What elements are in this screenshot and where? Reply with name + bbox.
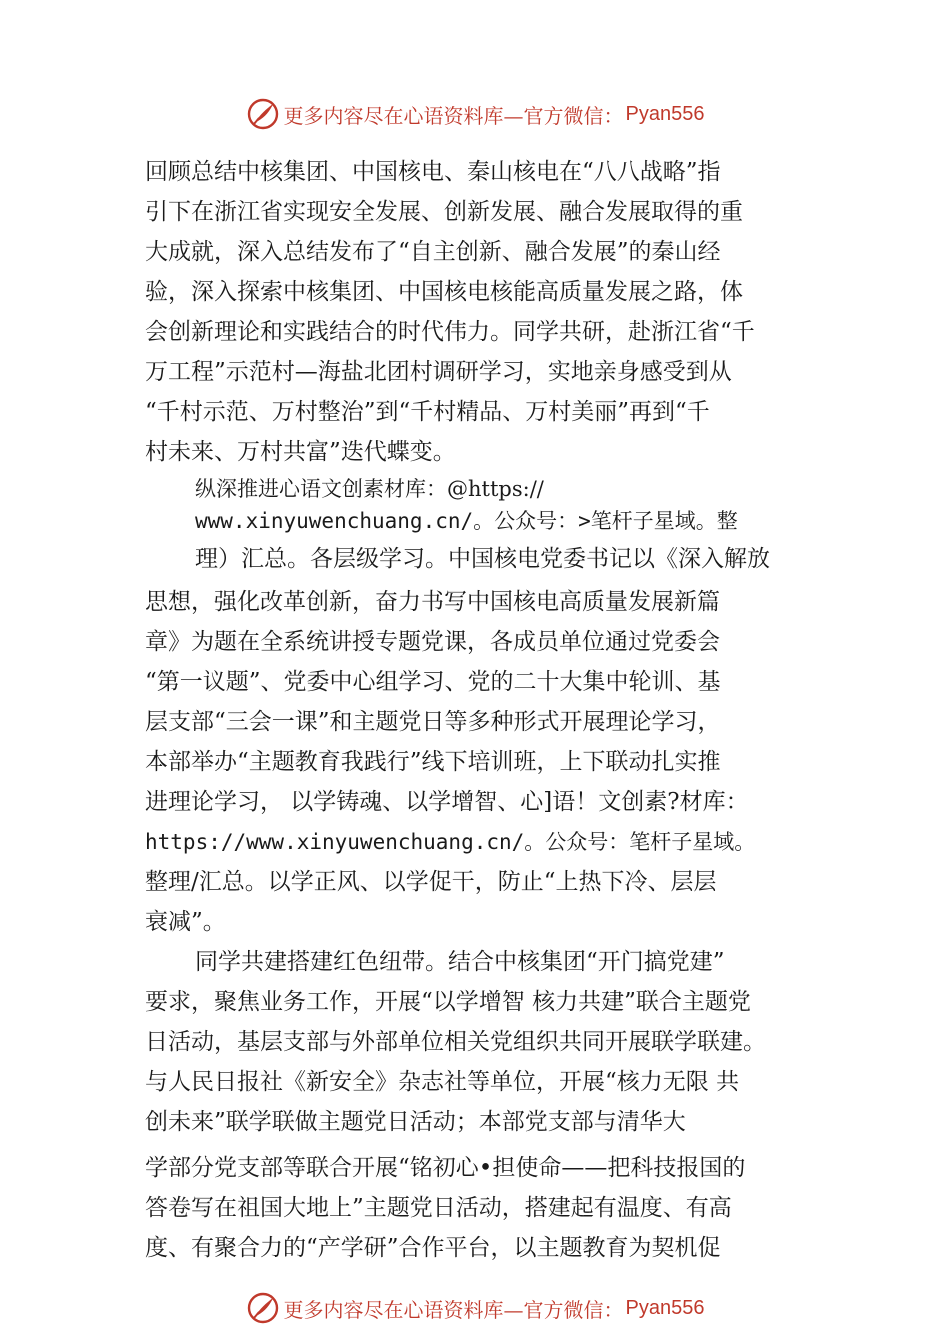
text-line: 与人民日报社《新安全》杂志社等单位，开展“核力无限 共 bbox=[145, 1069, 740, 1095]
text-line: 引下在浙江省实现安全发展、创新发展、融合发展取得的重 bbox=[145, 199, 743, 225]
text-line: 思想，强化改革创新，奋力书写中国核电高质量发展新篇 bbox=[145, 589, 720, 615]
text-line: 大成就，深入总结发布了“自主创新、融合发展”的秦山经 bbox=[145, 239, 721, 265]
text-line: 理）汇总。各层级学习。中国核电党委书记以《深入解放 bbox=[195, 546, 770, 572]
text-line: 验，深入探索中核集团、中国核电核能高质量发展之路，体 bbox=[145, 279, 743, 305]
text-line: 同学共建搭建红色纽带。结合中核集团“开门搞党建” bbox=[195, 949, 725, 975]
text-line: www.xinyuwenchuang.cn/。公众号：>笔杆子星域。整 bbox=[195, 509, 738, 533]
text-line: https://www.xinyuwenchuang.cn/。公众号：笔杆子星域。 bbox=[145, 830, 756, 854]
text-line: 衰减”。 bbox=[145, 909, 226, 935]
text-line: 创未来”联学联做主题党日活动；本部党支部与清华大 bbox=[145, 1109, 686, 1135]
document-body bbox=[145, 152, 835, 1268]
text-line: “千村示范、万村整治”到“千村精品、万村美丽”再到“千 bbox=[145, 399, 710, 425]
text-line: 学部分党支部等联合开展“铭初心•担使命——把科技报国的 bbox=[145, 1155, 746, 1181]
quill-seal-logo-icon bbox=[246, 97, 280, 131]
wechat-id: Pyan556 bbox=[625, 102, 705, 125]
wechat-id: Pyan556 bbox=[625, 1296, 705, 1319]
text-line: 进理论学习， 以学铸魂、以学增智、心]语！文创素?材库： bbox=[145, 789, 749, 815]
text-line: 度、有聚合力的“产学研”合作平台，以主题教育为契机促 bbox=[145, 1235, 721, 1261]
text-line: 章》为题在全系统讲授专题党课，各成员单位通过党委会 bbox=[145, 629, 720, 655]
text-line: 村未来、万村共富”迭代蝶变。 bbox=[145, 439, 456, 465]
banner-text: 更多内容尽在心语资料库—官方微信： bbox=[283, 1297, 624, 1322]
footer-watermark-banner bbox=[0, 1288, 950, 1328]
quill-seal-logo-icon bbox=[246, 1291, 280, 1325]
text-line: 万工程”示范村—海盐北团村调研学习，实地亲身感受到从 bbox=[145, 359, 732, 385]
text-line: 要求，聚焦业务工作，开展“以学增智 核力共建”联合主题党 bbox=[145, 989, 751, 1015]
text-line: 本部举办“主题教育我践行”线下培训班，上下联动扎实推 bbox=[145, 749, 721, 775]
text-line: 层支部“三会一课”和主题党日等多种形式开展理论学习， bbox=[145, 709, 721, 735]
text-line: 日活动，基层支部与外部单位相关党组织共同开展联学联建。 bbox=[145, 1029, 766, 1055]
text-line: 回顾总结中核集团、中国核电、秦山核电在“八八战略”指 bbox=[145, 159, 721, 185]
text-line: 纵深推进心语文创素材库：@https:// bbox=[195, 477, 544, 501]
banner-text: 更多内容尽在心语资料库—官方微信： bbox=[283, 103, 624, 128]
text-line: 答卷写在祖国大地上”主题党日活动，搭建起有温度、有高 bbox=[145, 1195, 732, 1221]
header-watermark-banner bbox=[0, 94, 950, 134]
text-line: 整理/汇总。以学正风、以学促干，防止“上热下冷、层层 bbox=[145, 869, 717, 895]
text-line: 会创新理论和实践结合的时代伟力。同学共研，赴浙江省“千 bbox=[145, 319, 755, 345]
text-line: “第一议题”、党委中心组学习、党的二十大集中轮训、基 bbox=[145, 669, 721, 695]
